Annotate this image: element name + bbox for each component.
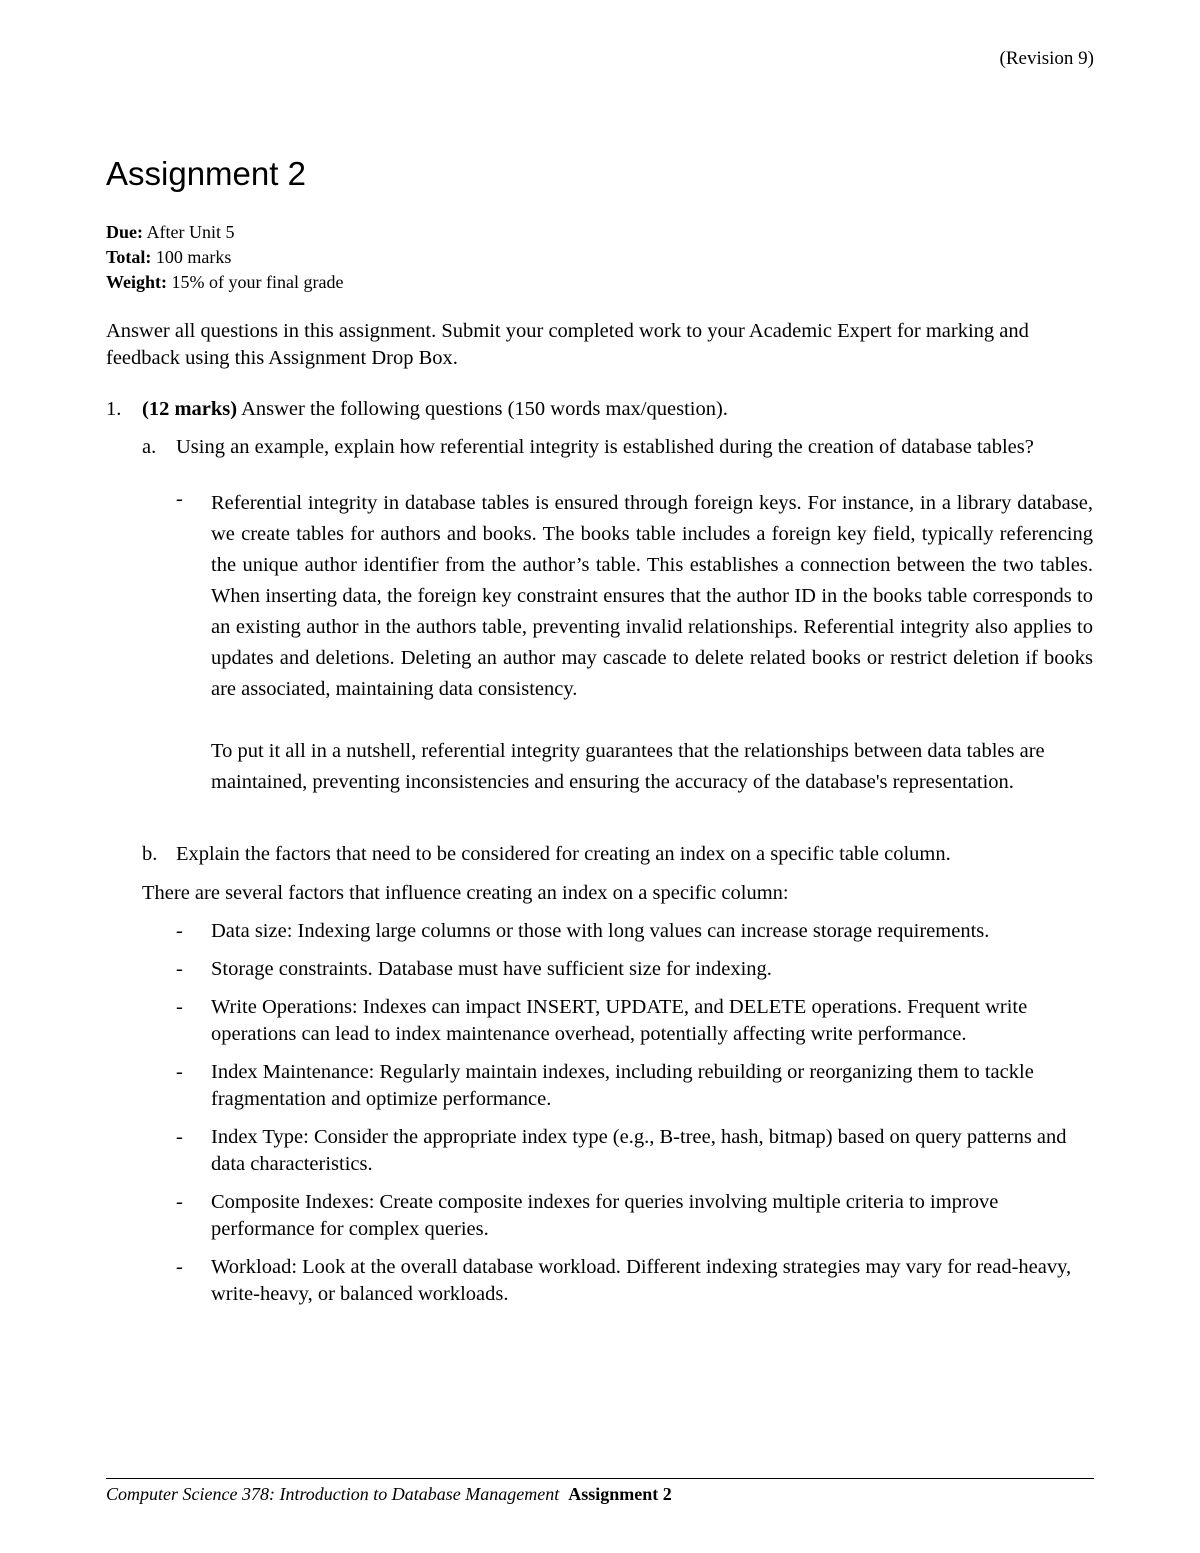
bullet-dash: -: [176, 1191, 183, 1213]
factor-item: [176, 1189, 1071, 1243]
question-1-number: 1.: [106, 398, 122, 420]
total-label: Total:: [106, 247, 152, 267]
factor-text: Workload: Look at the overall database workload. Different indexing strategies may vary for read-heavy, write-heavy, or balanced workloads.: [211, 1256, 1072, 1305]
due-line: [106, 220, 343, 245]
question-1-heading: [142, 396, 1092, 423]
bullet-dash: -: [176, 1126, 183, 1148]
factor-text: Data size: Indexing large columns or those with long values can increase storage requirements.: [211, 920, 990, 942]
factor-item: [176, 918, 991, 945]
due-value: After Unit 5: [146, 222, 235, 242]
revision-label: (Revision 9): [999, 48, 1094, 69]
total-value: 100 marks: [155, 247, 232, 267]
page-footer: [106, 1484, 672, 1505]
part-a-answer-2: To put it all in a nutshell, referential integrity guarantees that the relationships between data tables are maintained, preventing inconsistencies and ensuring the accuracy of the database's representation.: [211, 740, 1045, 793]
factor-item: [176, 1254, 1092, 1308]
factor-text: Index Type: Consider the appropriate index type (e.g., B-tree, hash, bitmap) based on query patterns and data characteristics.: [211, 1126, 1067, 1175]
page-title: Assignment 2: [106, 155, 306, 192]
bullet-dash: -: [176, 996, 183, 1018]
intro-paragraph: Answer all questions in this assignment. Submit your completed work to your Academic Expert for marking and feedback using this Assignment Drop Box.: [106, 320, 1029, 369]
factor-item: [176, 1124, 1091, 1178]
question-1-marks: (12 marks): [142, 398, 238, 420]
part-a-question: Using an example, explain how referential integrity is established during the creation of database tables?: [176, 436, 1034, 458]
factor-text: Index Maintenance: Regularly maintain indexes, including rebuilding or reorganizing them to tackle fragmentation and optimize performance.: [211, 1061, 1034, 1110]
bullet-dash: -: [176, 920, 183, 942]
part-b-letter: b.: [142, 843, 158, 865]
assignment-meta: [106, 220, 343, 295]
factor-text: Write Operations: Indexes can impact INSERT, UPDATE, and DELETE operations. Frequent write operations can lead to index maintenance overhead, potentially affecting write performance.: [211, 996, 1028, 1045]
factor-text: Composite Indexes: Create composite indexes for queries involving multiple criteria to improve performance for complex queries.: [211, 1191, 999, 1240]
part-b-question: Explain the factors that need to be considered for creating an index on a specific table column.: [176, 843, 951, 865]
bullet-dash: -: [176, 1256, 183, 1278]
part-a-answer-1: Referential integrity in database tables is ensured through foreign keys. For instance, in a library database, we create tables for authors and books. The books table includes a foreign key field, typically referencing the unique author identifier from the author’s table. This establishes a connection between the two tables. When inserting data, the foreign key constraint ensures that the author ID in the books table corresponds to an existing author in the authors table, preventing invalid relationships. Referential integrity also applies to updates and deletions. Deleting an author may cascade to delete related books or restrict deletion if books are associated, maintaining data consistency.: [211, 492, 1093, 700]
factor-list: [176, 918, 1092, 1319]
factor-item: [176, 994, 1092, 1048]
due-label: Due:: [106, 222, 143, 242]
part-a-dash: -: [176, 488, 183, 510]
footer-divider: [106, 1478, 1094, 1479]
footer-assignment-label: Assignment 2: [568, 1484, 672, 1504]
part-b-answer-intro: There are several factors that influence creating an index on a specific column:: [142, 882, 789, 904]
total-line: [106, 245, 343, 270]
weight-label: Weight:: [106, 272, 167, 292]
bullet-dash: -: [176, 1061, 183, 1083]
weight-line: [106, 270, 343, 295]
factor-text: Storage constraints. Database must have sufficient size for indexing.: [211, 958, 772, 980]
weight-value: 15% of your final grade: [171, 272, 344, 292]
part-a-letter: a.: [142, 436, 157, 458]
bullet-dash: -: [176, 958, 183, 980]
question-1-text: Answer the following questions (150 words max/question).: [241, 398, 728, 420]
factor-item: [176, 956, 1092, 983]
footer-course: Computer Science 378: Introduction to Database Management: [106, 1484, 560, 1504]
factor-item: [176, 1059, 1091, 1113]
